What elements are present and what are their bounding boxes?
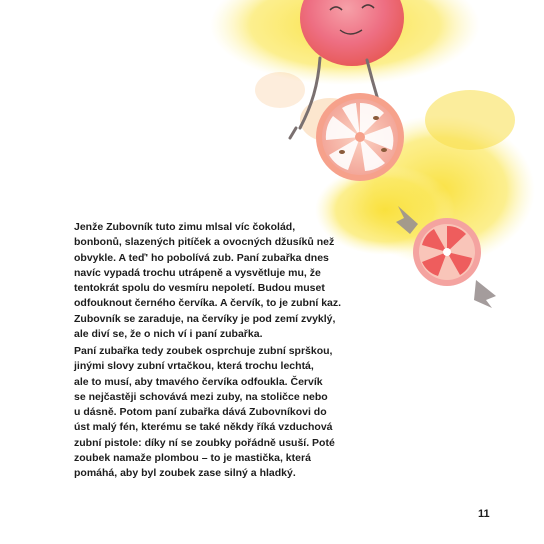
paragraph-1 (74, 220, 374, 342)
text-line: Jenže Zubovník tuto zimu mlsal víc čokolád, (74, 221, 296, 233)
text-line: Zubovník se zaraduje, na červíky je pod zemí zvyklý, (74, 312, 336, 325)
text-line: bonbonů, slazených pitíček a ovocných džusíků než (74, 236, 335, 249)
text-line: Paní zubařka tedy zoubek osprchuje zubní sprškou, (74, 345, 333, 357)
text-line: u dásně. Potom paní zubařka dává Zubovníkovi do (74, 406, 327, 419)
text-line: ale diví se, že o nich ví i paní zubařka. (74, 328, 263, 341)
text-line: zoubek namaže plombou – to je mastička, která (74, 452, 311, 465)
text-line: se nejčastěji schovává mezi zuby, na stoličce nebo (74, 390, 328, 403)
text-line: odfouknout černého červíka. A červík, to je zubní kaz. (74, 297, 342, 310)
text-line: zubní pistole: díky ní se zoubky pořádně usuší. Poté (74, 436, 335, 449)
orange-slice-candy (316, 93, 404, 181)
text-line: obvykle. A teď' ho pobolívá zub. Paní zubařka dnes (74, 251, 329, 264)
text-line: tentokrát spolu do vesmíru nepoletí. Budou muset (74, 282, 325, 295)
text-line: pomáhá, aby byl zoubek zase silný a hladký. (74, 467, 296, 480)
page-number: 11 (478, 508, 490, 520)
text-line: ale to musí, aby tmavého červíka odfoukla. Červík (74, 375, 323, 388)
text-line: navíc vypadá trochu utrápeně a vysvětluje mu, že (74, 266, 321, 279)
text-line: jinými slovy zubní vrtačkou, která trochu lechtá, (74, 360, 314, 373)
paragraph-2 (74, 344, 374, 482)
text-line: úst malý fén, kterému se také někdy říká vzduchová (74, 421, 333, 434)
